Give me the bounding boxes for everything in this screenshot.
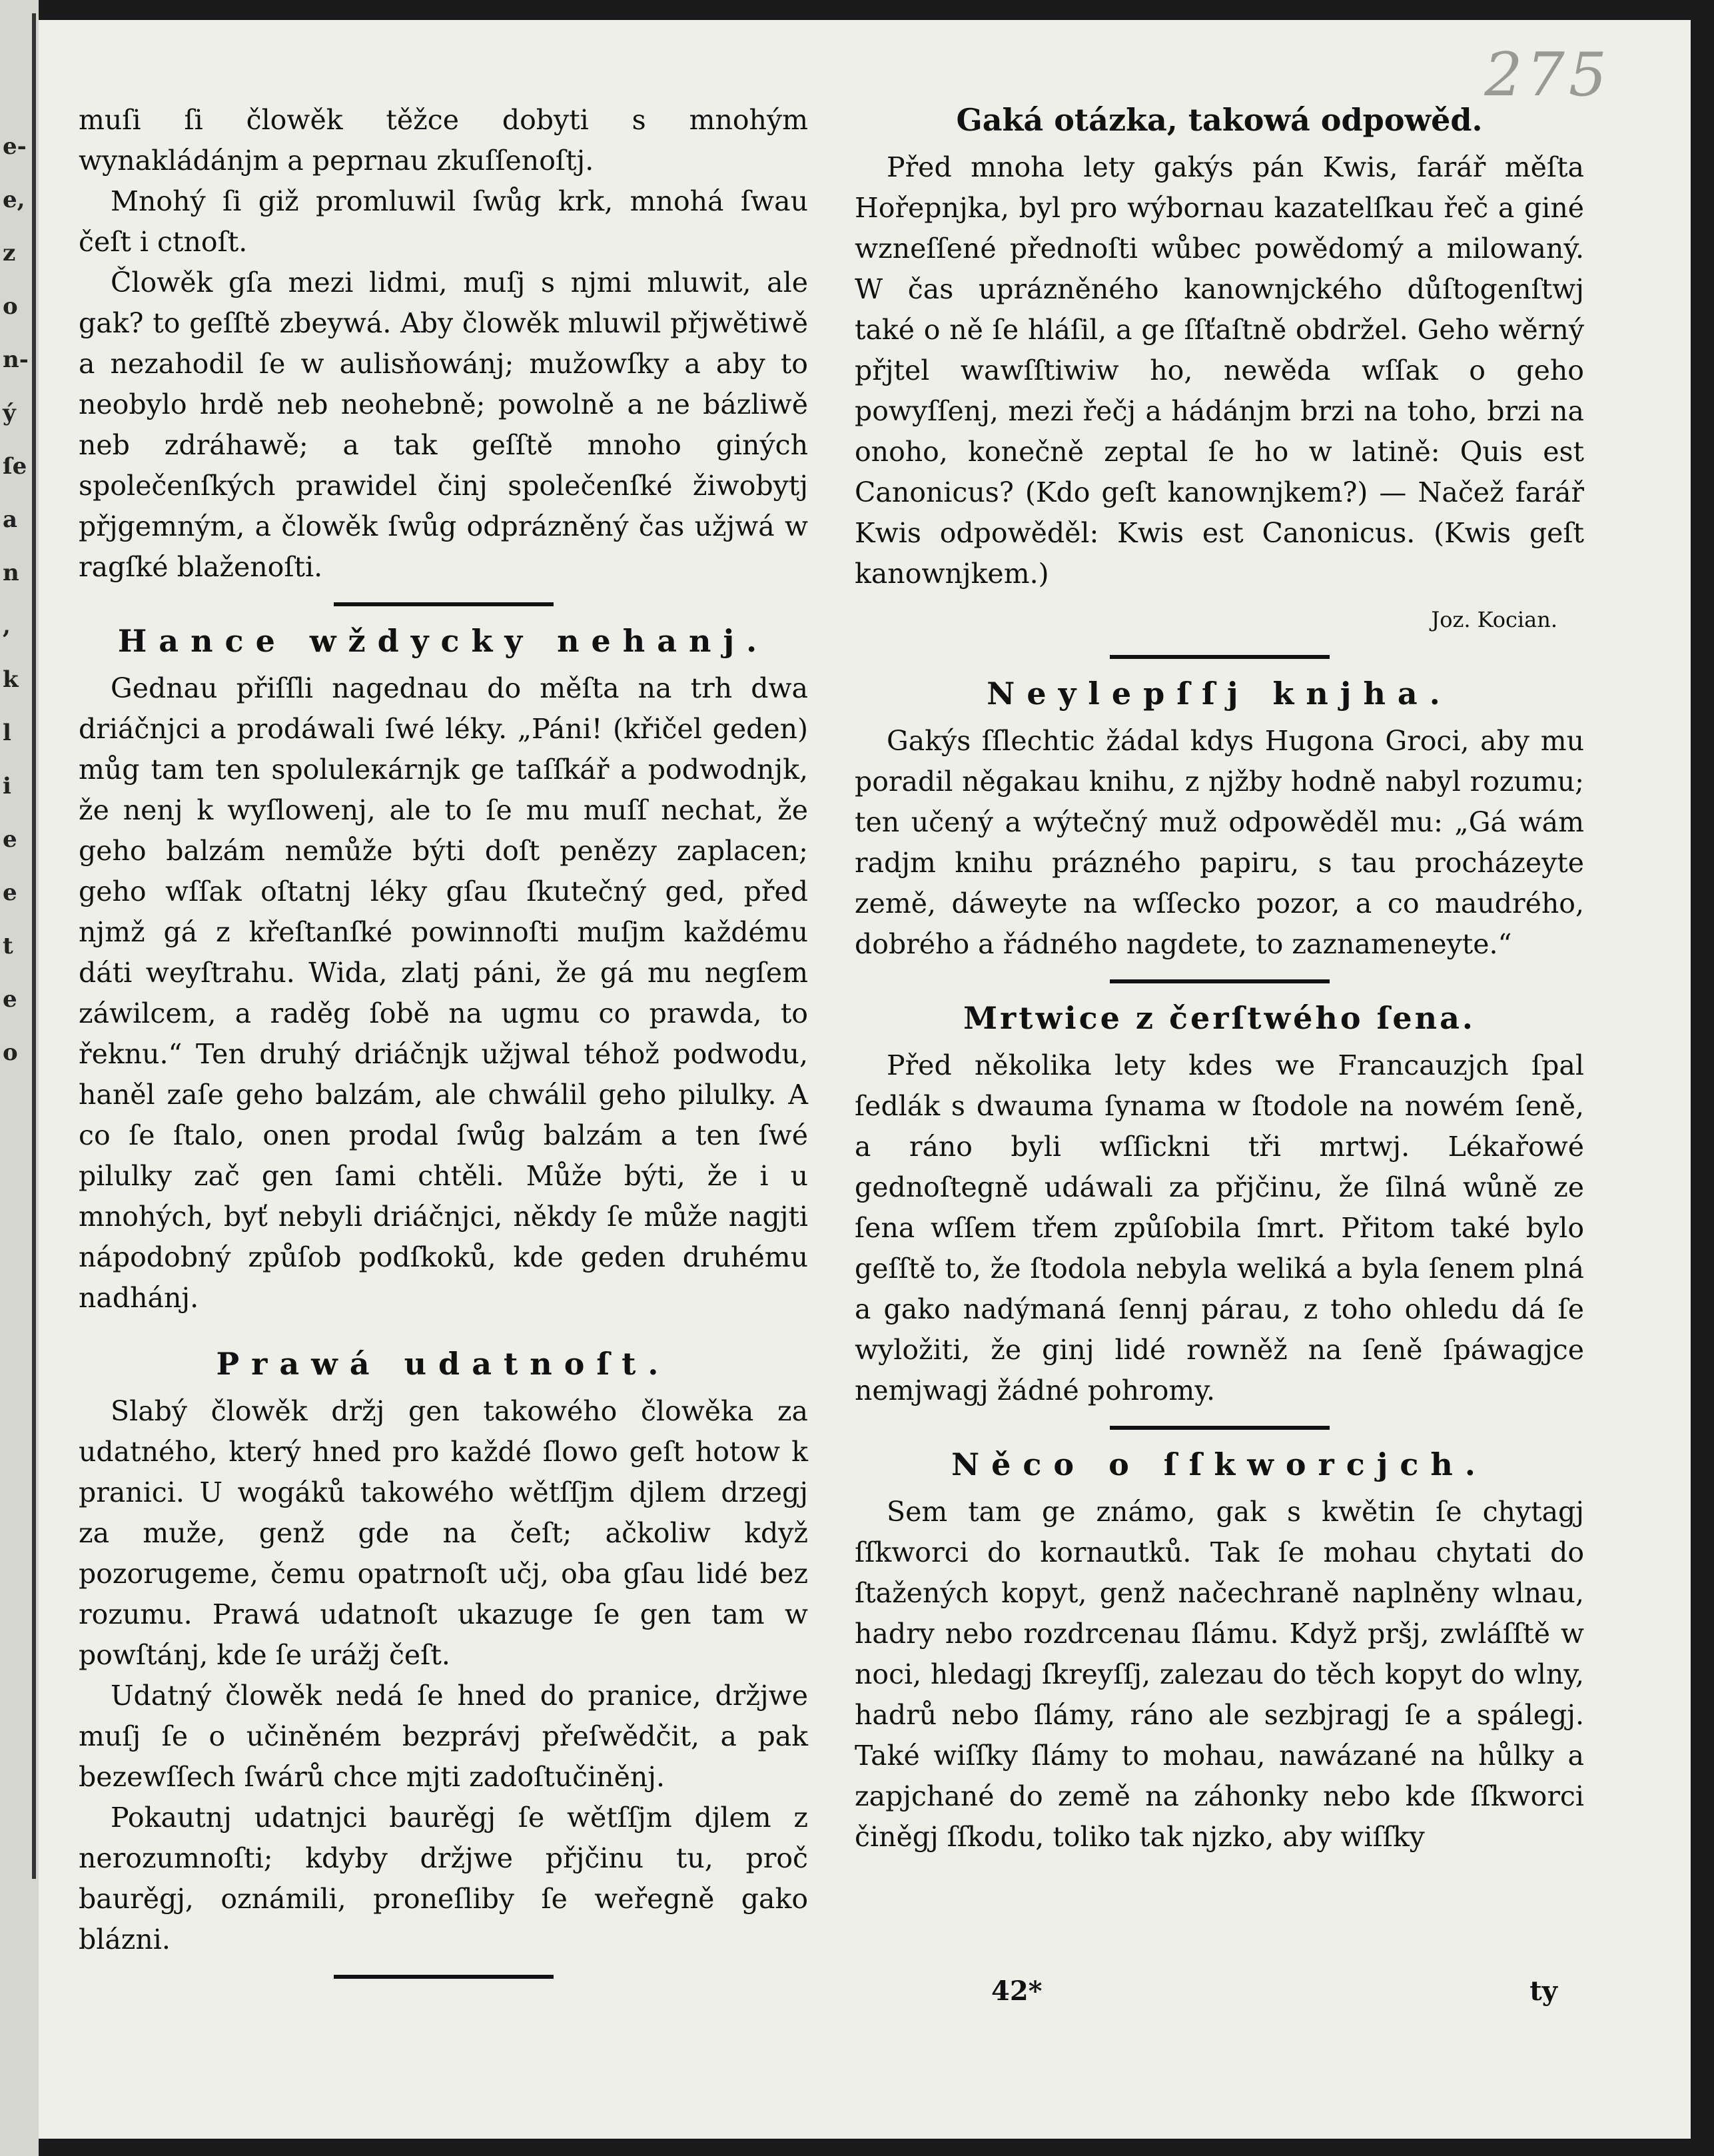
left-column <box>79 100 808 1993</box>
paragraph: Člowěk gſa mezi lidmi, muſj s njmi mluwit, ale gak? to geſſtě zbeywá. Aby člowěk mluwil přjwětiwě a nezahodil ſe w aulisňowánj; mužowſky a aby to neobylo hrdě neb neohebně; powolně a ne bázliwě neb zdráhawě; a tak geſſtě mnoho giných společenſkých prawidel činj společenſké žiwobytj přjgemným, a člowěk ſwůg odprázněný čas užjwá w ragſké blaženoſti. <box>79 267 808 583</box>
section-divider <box>1110 655 1330 659</box>
signature-mark: 42* <box>991 1975 1043 2007</box>
margin-fragment: , <box>3 613 11 640</box>
margin-fragment: a <box>3 506 18 533</box>
margin-fragment: t <box>3 933 13 959</box>
paragraph: Sem tam ge známo, gak s kwětin ſe chytagj ſſkworci do kornautků. Tak ſe mohau chytati do ſtažených kopyt, genž načechraně naplněny wlnau, hadry nebo rozdrcenau ſlámu. Když pršj, zwláſſtě w noci, hledagj ſkreyſſj, zalezau do těch kopyt do wlny, hadrů nebo ſlámy, ráno ale sezbjragj ſe a spálegj. Také wiſſky ſlámy to mohau, nawázané na hůlky a zapjchané do země na záhonky nebo kde ſſkworci činěgj ſſkodu, tolikо tak njzko, aby wiſſky <box>855 1496 1584 1853</box>
paragraph: Gednau přiſſli nagednau do měſta na trh dwa driáčnjci a prodáwali ſwé léky. „Páni! (křičel geden) můg tam ten spoluleкárnjk ge taſſkář a podwodnjk, že nenj k wyſlowenj, ale to ſe mu muſſ nechat, že geho balzám nemůže býti doſt penězy zaplacen; geho wſſak oſtatnj léky gſau ſkutečný ged, před njmž gá z křeſtanſké powinnoſti muſjm každému dáti weyſtrahu. Wida, zlatj páni, že gá mu negſem záwilcem, a raděg ſobě na ugmu co prawda, to řeknu.“ Ten druhý driáčnjk užjwal téhož podwodu, haněl zaſe geho balzám, ale chwálil geho pilulky. A co ſe ſtalo, onen prodal ſwůg balzám a ten ſwé pilulky zač gen ſami chtěli. Může býti, že i u mnohých, byť nebyli driáčnjci, někdy ſe může nagjti nápodobný způſob podſkoků, kde geden druhému nadhánj. <box>79 672 808 1314</box>
paragraph: Mnohý ſi giž promluwil ſwůg krk, mnohá ſwau čeſt i ctnoſt. <box>79 185 808 258</box>
margin-fragment: l <box>3 720 11 746</box>
paragraph: Gakýs ſſlechtic žádal kdys Hugona Groci, aby mu poradil něgakau knihu, z njžby hodně nabyl rozumu; ten učený a wýtečný muž odpowěděl mu: „Gá wám radjm knihu prázného papiru, s tau procházeyte země, dáweyte na wſſecko pozor, a co maudrého, dobrého a řádného nagdete, to zaznameneyte.“ <box>855 725 1584 960</box>
margin-fragment: o <box>3 293 18 320</box>
adjacent-page-edge <box>0 0 39 2156</box>
margin-fragment: k <box>3 666 19 693</box>
section-title: Něco o ſſkworcjch. <box>951 1446 1488 1482</box>
section-title: Hance wždycky nehanj. <box>117 623 769 659</box>
paragraph: Před několika lety kdes we Francauzjch ſpal ſedlák s dwauma ſynama w ſtodole na nowém ſeně, a ráno byli wſſickni tři mrtwj. Lékařowé gednoſtegně udáwali za přjčinu, že ſilná wůně ze ſena wſſem třem způſobila ſmrt. Přitom také bylo geſſtě to, že ſtodola nebyla weliká a byla ſenem plná a gako nadýmaná ſennj párau, z toho ohledu dá ſe wyložiti, že ginj lidé rowněž na ſeně ſpáwagjce nemjwagj žádné pohromy. <box>855 1049 1584 1406</box>
handwritten-page-number: 275 <box>1484 40 1611 110</box>
paragraph: Udatný člowěk nedá ſe hned do pranice, držjwe muſj ſe o učiněném bezprávj přeſwědčit, a pak bezewſſech ſwárů chce mjti zadoſtučiněnj. <box>79 1680 808 1793</box>
margin-fragment: e <box>3 826 17 853</box>
margin-fragment: n- <box>3 346 29 373</box>
margin-fragment: ý <box>3 400 16 426</box>
paragraph: Pokautnj udatnjci baurěgj ſe wětſſjm djlem z nerozumnoſti; kdyby držjwe přjčinu tu, proč baurěgj, oznámili, proneſliby ſe weřegně gako blázni. <box>79 1802 808 1955</box>
adjacent-page-fragments <box>3 120 29 1079</box>
author-signature: Joz. Kocian. <box>1431 607 1557 632</box>
right-column <box>855 100 1584 1858</box>
paragraph: Před mnoha lety gakýs pán Kwis, farář měſta Hořepnjka, byl pro wýbornau kazatelſkau řeč a giné wzneſſené přednoſti wůbec powědomý a milowaný. W čas uprázněného kanownjckého důſtogenſtwj také o ně ſe hláſil, a ge ſſťaſtně obdržel. Geho wěrný přjtel wawſſtiwiw ho, newěda wſſak o geho powyſſenj, mezi řečj a hádánjm brzi na toho, brzi na onoho, konečně zeptal ſe ho w latině: Quis est Canonicus? (Kdo geſt kanownjkem?) — Načež farář Kwis odpowěděl: Kwis est Canonicus. (Kwis geſt kanownjkem.) <box>855 151 1584 590</box>
catchword: ty <box>1529 1975 1557 2007</box>
margin-fragment: e <box>3 986 17 1013</box>
section-title: Mrtwice z čerſtwého ſena. <box>963 1000 1476 1036</box>
page-gutter-shadow <box>32 13 36 1879</box>
margin-fragment: e- <box>3 133 27 160</box>
margin-fragment: z <box>3 240 16 267</box>
book-page <box>39 20 1691 2139</box>
margin-fragment: e <box>3 879 17 906</box>
margin-fragment: o <box>3 1039 18 1066</box>
section-title: Neylepſſj knjha. <box>987 676 1452 712</box>
section-divider <box>334 1975 554 1979</box>
margin-fragment: i <box>3 773 11 800</box>
paragraph: muſi ſi člowěk těžce dobyti s mnohým wynakládánjm a peprnau zkuſſenoſtj. <box>79 104 808 177</box>
section-divider <box>1110 979 1330 983</box>
margin-fragment: n <box>3 560 19 586</box>
section-title: Prawá udatnoſt. <box>216 1346 671 1382</box>
margin-fragment: e, <box>3 187 25 213</box>
section-divider <box>1110 1426 1330 1430</box>
paragraph: Slabý člowěk držj gen takowého člowěka za udatného, který hned pro každé ſlowo geſt hotow k pranici. U wogáků takowého wětſſjm djlem drzegj za muže, genž gde na čeſt; ačkoliw když pozorugeme, čemu opatrnoſt učj, oba gſau lidé bez rozumu. Prawá udatnoſt ukazuge ſe gen tam w powſtánj, kde ſe urážj čeſt. <box>79 1395 808 1671</box>
margin-fragment: ſe <box>3 453 27 480</box>
section-divider <box>334 602 554 606</box>
section-title: Gaká otázka, takowá odpowěd. <box>956 102 1483 138</box>
